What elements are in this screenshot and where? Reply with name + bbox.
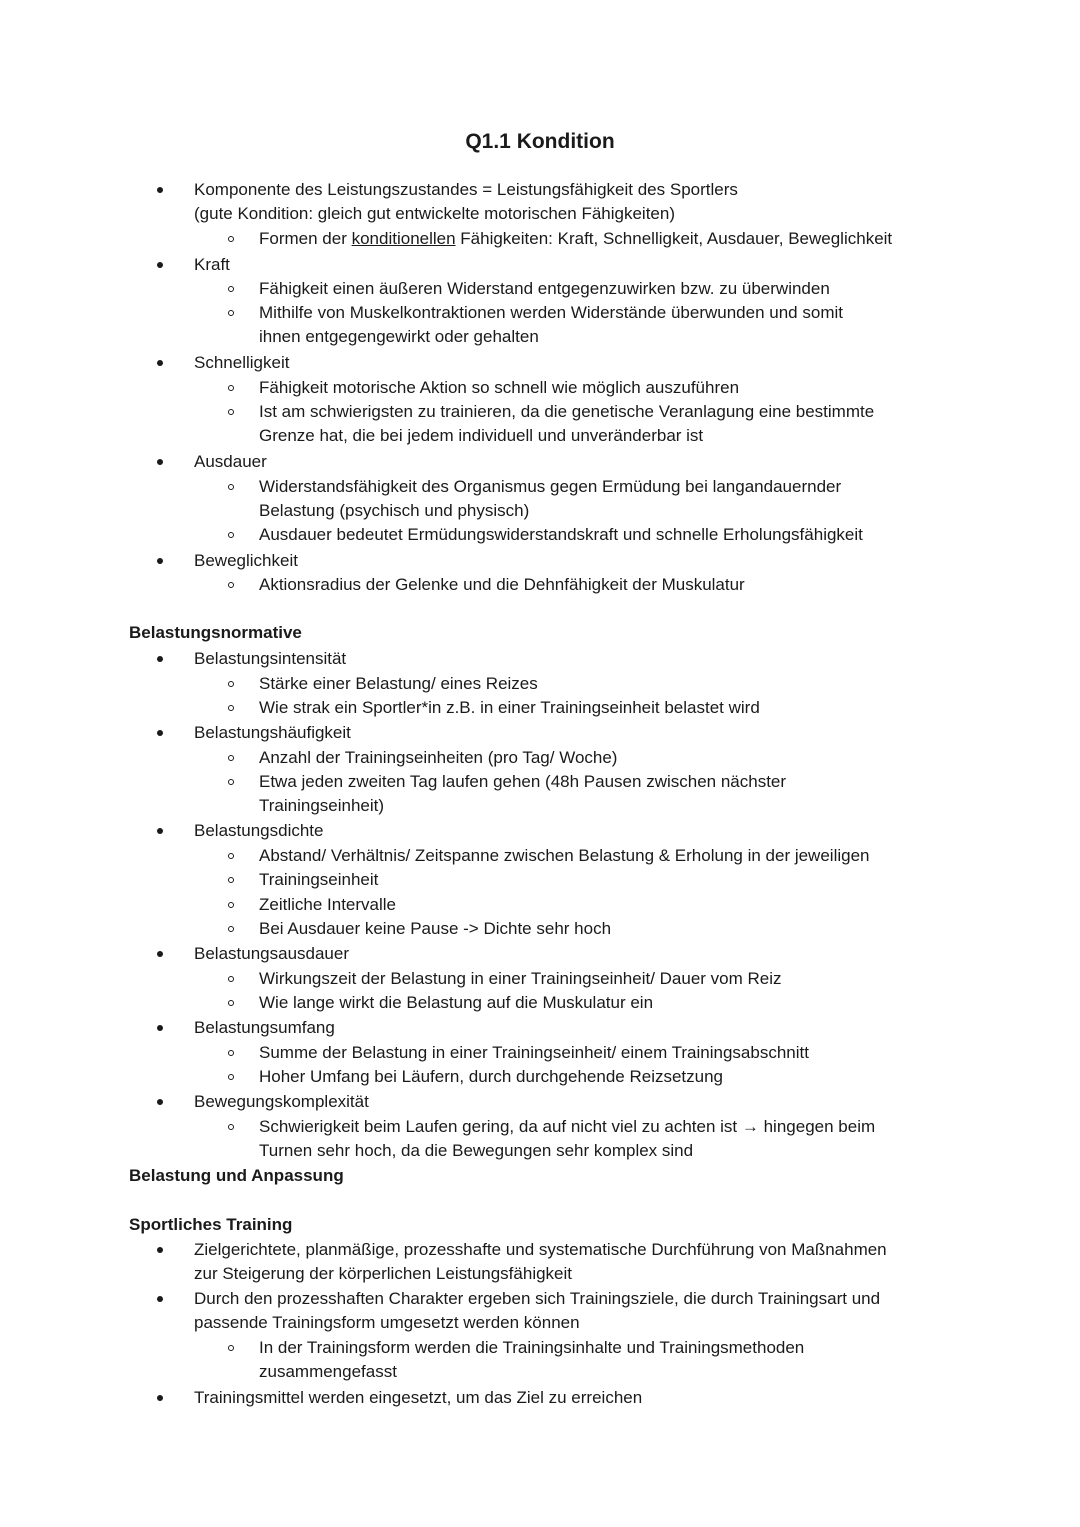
list-item: Zielgerichtete, planmäßige, prozesshafte und systematische Durchführung von Maßnahmen [194, 1240, 887, 1259]
sub-bullet-icon [228, 853, 234, 859]
sub-list-item: Fähigkeit motorische Aktion so schnell wie möglich auszuführen [259, 378, 740, 397]
list-item: Belastungsintensität [194, 649, 347, 668]
sub-list-item-continuation: Belastung (psychisch und physisch) [259, 501, 530, 520]
sub-bullet-icon [228, 1345, 234, 1351]
sub-list-item: Summe der Belastung in einer Trainingseinheit/ einem Trainingsabschnitt [259, 1043, 809, 1062]
sub-list-item: Wie strak ein Sportler*in z.B. in einer Trainingseinheit belastet wird [259, 698, 760, 717]
sub-list-item: Zeitliche Intervalle [259, 895, 397, 914]
sub-list-item: In der Trainingsform werden die Trainingsinhalte und Trainingsmethoden [259, 1338, 805, 1357]
sub-list-item: Abstand/ Verhältnis/ Zeitspanne zwischen Belastung & Erholung in der jeweiligen [259, 846, 870, 865]
sub-bullet-icon [228, 1074, 234, 1080]
sub-bullet-icon [228, 902, 234, 908]
sub-bullet-icon [228, 755, 234, 761]
bullet-icon [157, 951, 163, 957]
sub-list-item: Wie lange wirkt die Belastung auf die Muskulatur ein [259, 993, 654, 1012]
sub-bullet-icon [228, 582, 234, 588]
bullet-icon [157, 1395, 163, 1401]
sub-list-item: Bei Ausdauer keine Pause -> Dichte sehr hoch [259, 919, 612, 938]
sub-bullet-icon [228, 1124, 234, 1130]
sub-bullet-icon [228, 779, 234, 785]
sub-list-item-continuation: Trainingseinheit) [259, 796, 385, 815]
sub-list-item: Fähigkeit einen äußeren Widerstand entgegenzuwirken bzw. zu überwinden [259, 279, 830, 298]
sub-list-item: Aktionsradius der Gelenke und die Dehnfähigkeit der Muskulatur [259, 575, 745, 594]
list-item: Belastungsumfang [194, 1018, 335, 1037]
section-heading: Sportliches Training [129, 1215, 293, 1234]
sub-list-item: Etwa jeden zweiten Tag laufen gehen (48h Pausen zwischen nächster [259, 772, 787, 791]
sub-list-item: Hoher Umfang bei Läufern, durch durchgehende Reizsetzung [259, 1067, 724, 1086]
list-item-continuation: zur Steigerung der körperlichen Leistungsfähigkeit [194, 1264, 573, 1283]
sub-list-item: Anzahl der Trainingseinheiten (pro Tag/ Woche) [259, 748, 618, 767]
sub-bullet-icon [228, 877, 234, 883]
sub-list-item-continuation: Grenze hat, die bei jedem individuell und unveränderbar ist [259, 426, 704, 445]
sub-bullet-icon [228, 705, 234, 711]
list-item: Trainingsmittel werden eingesetzt, um das Ziel zu erreichen [194, 1388, 643, 1407]
bullet-icon [157, 1025, 163, 1031]
sub-bullet-icon [228, 681, 234, 687]
bullet-icon [157, 1296, 163, 1302]
bullet-icon [157, 558, 163, 564]
bullet-icon [157, 187, 163, 193]
sub-bullet-icon [228, 409, 234, 415]
list-item: Beweglichkeit [194, 551, 298, 570]
list-item: Kraft [194, 255, 230, 274]
list-item: Durch den prozesshaften Charakter ergeben sich Trainingsziele, die durch Trainingsart und [194, 1289, 881, 1308]
list-item: Belastungsausdauer [194, 944, 350, 963]
bullet-icon [157, 828, 163, 834]
bullet-icon [157, 262, 163, 268]
sub-list-item: Formen der konditionellen Fähigkeiten: Kraft, Schnelligkeit, Ausdauer, Beweglichkeit [259, 229, 893, 248]
bullet-icon [157, 459, 163, 465]
sub-bullet-icon [228, 484, 234, 490]
section-heading: Belastung und Anpassung [129, 1166, 344, 1185]
sub-list-item: Trainingseinheit [259, 870, 379, 889]
sub-bullet-icon [228, 385, 234, 391]
sub-list-item: Ausdauer bedeutet Ermüdungswiderstandskraft und schnelle Erholungsfähigkeit [259, 525, 863, 544]
sub-bullet-icon [228, 310, 234, 316]
sub-bullet-icon [228, 532, 234, 538]
sub-list-item: Ist am schwierigsten zu trainieren, da die genetische Veranlagung eine bestimmte [259, 402, 875, 421]
list-item: Belastungsdichte [194, 821, 324, 840]
list-item: Bewegungskomplexität [194, 1092, 369, 1111]
bullet-icon [157, 730, 163, 736]
sub-list-item-continuation: ihnen entgegengewirkt oder gehalten [259, 327, 539, 346]
list-item: Schnelligkeit [194, 353, 290, 372]
bullet-icon [157, 360, 163, 366]
sub-list-item-continuation: zusammengefasst [259, 1362, 397, 1381]
list-item: Ausdauer [194, 452, 267, 471]
sub-list-item: Schwierigkeit beim Laufen gering, da auf nicht viel zu achten ist → hingegen beim [259, 1117, 876, 1136]
sub-bullet-icon [228, 1050, 234, 1056]
sub-bullet-icon [228, 286, 234, 292]
sub-bullet-icon [228, 976, 234, 982]
sub-bullet-icon [228, 1000, 234, 1006]
sub-list-item: Mithilfe von Muskelkontraktionen werden Widerstände überwunden und somit [259, 303, 843, 322]
sub-list-item: Widerstandsfähigkeit des Organismus gegen Ermüdung bei langandauernder [259, 477, 842, 496]
list-item: Belastungshäufigkeit [194, 723, 351, 742]
bullet-icon [157, 1247, 163, 1253]
sub-list-item: Stärke einer Belastung/ eines Reizes [259, 674, 538, 693]
sub-list-item: Wirkungszeit der Belastung in einer Trainingseinheit/ Dauer vom Reiz [259, 969, 782, 988]
section-heading: Belastungsnormative [129, 623, 302, 642]
list-item-continuation: passende Trainingsform umgesetzt werden können [194, 1313, 580, 1332]
sub-bullet-icon [228, 236, 234, 242]
bullet-icon [157, 1099, 163, 1105]
bullet-icon [157, 656, 163, 662]
list-item: Komponente des Leistungszustandes = Leistungsfähigkeit des Sportlers [194, 180, 738, 199]
sub-bullet-icon [228, 926, 234, 932]
list-item-continuation: (gute Kondition: gleich gut entwickelte motorischen Fähigkeiten) [194, 204, 675, 223]
page-title: Q1.1 Kondition [465, 130, 615, 153]
sub-list-item-continuation: Turnen sehr hoch, da die Bewegungen sehr komplex sind [259, 1141, 694, 1160]
